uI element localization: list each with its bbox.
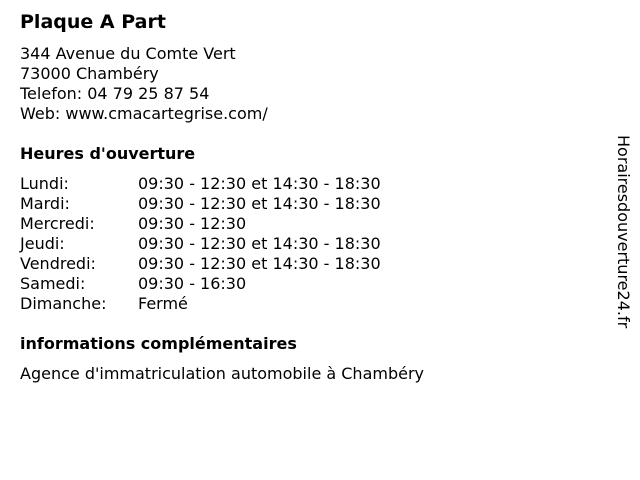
day-label: Mercredi: bbox=[20, 214, 95, 233]
day-hours: 09:30 - 12:30 et 14:30 - 18:30 bbox=[138, 174, 381, 193]
hours-row-friday bbox=[20, 254, 381, 274]
business-name: Plaque A Part bbox=[20, 11, 166, 33]
hours-row-sunday bbox=[20, 294, 381, 314]
site-brand-vertical: Horairesdouverture24.fr bbox=[614, 135, 633, 329]
hours-row-monday bbox=[20, 174, 381, 194]
day-label: Dimanche: bbox=[20, 294, 107, 313]
day-hours: 09:30 - 12:30 et 14:30 - 18:30 bbox=[138, 254, 381, 273]
street-address: 344 Avenue du Comte Vert bbox=[20, 44, 236, 63]
hours-row-tuesday bbox=[20, 194, 381, 214]
day-hours: 09:30 - 12:30 bbox=[138, 214, 247, 233]
city-address: 73000 Chambéry bbox=[20, 64, 159, 83]
opening-hours-heading: Heures d'ouverture bbox=[20, 144, 196, 163]
hours-row-wednesday bbox=[20, 214, 381, 234]
hours-row-saturday bbox=[20, 274, 381, 294]
day-hours: 09:30 - 12:30 et 14:30 - 18:30 bbox=[138, 194, 381, 213]
additional-info-text: Agence d'immatriculation automobile à Chambéry bbox=[20, 364, 425, 383]
day-label: Mardi: bbox=[20, 194, 70, 213]
hours-row-thursday bbox=[20, 234, 381, 254]
day-label: Lundi: bbox=[20, 174, 69, 193]
website: Web: www.cmacartegrise.com/ bbox=[20, 104, 268, 123]
additional-info-heading: informations complémentaires bbox=[20, 334, 297, 353]
phone-number: Telefon: 04 79 25 87 54 bbox=[20, 84, 210, 103]
address-block bbox=[20, 44, 268, 124]
day-label: Jeudi: bbox=[20, 234, 65, 253]
opening-hours-table bbox=[20, 174, 381, 314]
day-hours: 09:30 - 16:30 bbox=[138, 274, 247, 293]
day-label: Vendredi: bbox=[20, 254, 96, 273]
day-label: Samedi: bbox=[20, 274, 86, 293]
day-hours: Fermé bbox=[138, 294, 188, 313]
day-hours: 09:30 - 12:30 et 14:30 - 18:30 bbox=[138, 234, 381, 253]
